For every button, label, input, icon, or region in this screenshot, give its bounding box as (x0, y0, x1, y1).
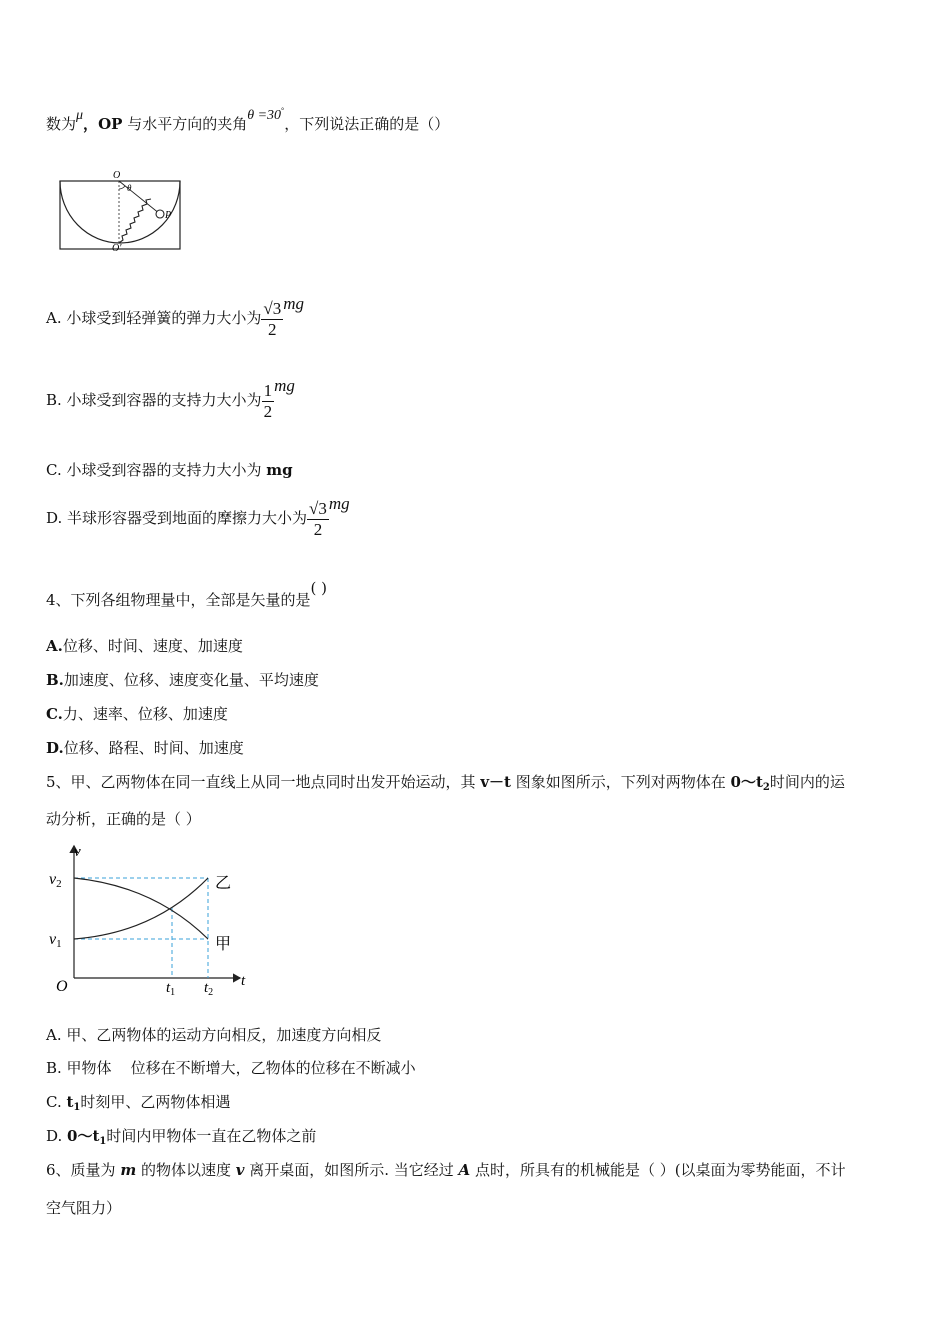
q4-option-d (46, 738, 244, 758)
q5-option-a-text: A. 甲、乙两物体的运动方向相反，加速度方向相反 (46, 1026, 382, 1044)
fraction-numerator: √3 (263, 298, 282, 318)
option-letter: B. (46, 671, 64, 689)
q6-stem-text: 6、质量为 (46, 1161, 121, 1179)
q3-option-c (46, 460, 293, 480)
t1-label (166, 980, 175, 998)
q6-stem-text-4: 点时，所具有的机械能是（ ）(以桌面为零势能面，不计 (470, 1161, 846, 1179)
fraction-1-over-2 (262, 381, 275, 422)
origin-label: O (56, 978, 68, 995)
jia-label: 甲 (215, 934, 232, 953)
mg-symbol: mg (328, 494, 350, 513)
fraction-denominator: 2 (263, 401, 273, 421)
q5-option-c-prefix: C. (46, 1093, 67, 1111)
velocity-symbol: v (235, 1161, 245, 1179)
q3-stem-text: 数为 (46, 115, 77, 133)
q5-option-d-text: 时间内甲物体一直在乙物体之前 (106, 1127, 317, 1145)
t1-symbol: t (166, 980, 171, 996)
q5-option-c-text: 时刻甲、乙两物体相遇 (80, 1093, 231, 1111)
q4-option-b (46, 670, 319, 690)
t2-symbol: t (204, 980, 209, 996)
time-range-sub: 1 (99, 1136, 107, 1147)
time-range-sub: 2 (762, 782, 770, 793)
time-range: 0～t (730, 773, 763, 791)
q5-stem-text-2: 图象如图所示，下列对两物体在 (510, 773, 731, 791)
q6-stem-line1 (46, 1160, 846, 1180)
fraction-numerator: 1 (263, 380, 273, 400)
q3-option-b-text: B. 小球受到容器的支持力大小为 (46, 391, 262, 409)
mg-symbol: mg (274, 376, 295, 395)
t1-symbol: t (66, 1093, 74, 1111)
v1-subscript: 1 (56, 938, 62, 950)
ball (156, 210, 164, 218)
label-o: O (113, 170, 121, 181)
t1-subscript: 1 (170, 987, 176, 998)
q5-option-a (46, 1025, 381, 1045)
q4-stem-text: 4、下列各组物理量中，全部是矢量的是 (46, 591, 311, 609)
q5-stem-text-4: 动分析，正确的是（ ） (46, 810, 201, 828)
v1-symbol: v (49, 931, 57, 948)
theta-value: θ =30 (247, 108, 282, 123)
q3-stem-line (46, 106, 450, 137)
label-theta: θ (127, 183, 132, 193)
t-axis-label: t (241, 973, 246, 989)
time-range: 0～t (67, 1127, 100, 1145)
q5-option-b (46, 1058, 416, 1078)
theta-arc (119, 186, 125, 189)
v-axis-label: v (74, 844, 81, 860)
v2-label (49, 871, 62, 890)
q6-stem-text-2: 的物体以速度 (136, 1161, 236, 1179)
t2-label (204, 980, 213, 998)
q3-option-b (46, 378, 295, 422)
q5-stem-text-3: 时间内的运 (769, 773, 845, 791)
theta-formula (247, 108, 284, 123)
option-text: 加速度、位移、速度变化量、平均速度 (63, 671, 319, 689)
v1-label (49, 931, 62, 950)
q5-stem-text: 5、甲、乙两物体在同一直线上从同一地点同时出发开始运动，其 (46, 773, 481, 791)
jia-curve (74, 878, 208, 939)
mass-symbol: m (120, 1161, 137, 1179)
q5-stem-line1 (46, 772, 845, 795)
q4-answer-paren: ( ) (310, 579, 328, 597)
vt-graph (44, 838, 254, 998)
q5-stem-line2 (46, 809, 201, 829)
op-label: OP (98, 115, 123, 133)
fraction-sqrt3-over-2 (307, 499, 329, 540)
vt-label: v－t (480, 773, 511, 791)
q3-option-d-text: D. 半球形容器受到地面的摩擦力大小为 (46, 509, 308, 527)
bowl-spring-figure (56, 166, 186, 254)
q4-option-c (46, 704, 228, 724)
fraction-denominator: 2 (268, 319, 277, 339)
q4-stem (46, 579, 328, 610)
mu-symbol: μ (76, 108, 84, 123)
q5-option-c (46, 1092, 230, 1115)
degree-mark: ° (281, 106, 285, 115)
q3-option-d (46, 496, 350, 540)
label-o-prime: O′ (112, 243, 122, 254)
option-text: 位移、时间、速度、加速度 (62, 637, 243, 655)
label-p: P (165, 210, 172, 221)
q3-option-c-text: C. 小球受到容器的支持力大小为 (46, 461, 267, 479)
q4-option-a (46, 636, 243, 656)
q6-stem-text-3: 离开桌面，如图所示. 当它经过 (244, 1161, 459, 1179)
op-line (119, 181, 160, 214)
q5-option-d (46, 1126, 316, 1149)
t2-subscript: 2 (208, 987, 214, 998)
option-letter: C. (46, 705, 63, 723)
q6-stem-line2 (46, 1198, 121, 1218)
yi-label: 乙 (215, 873, 232, 892)
fraction-denominator: 2 (313, 519, 323, 539)
mg-symbol: mg (283, 294, 304, 313)
q3-stem-end: ，下列说法正确的是（） (284, 115, 450, 133)
q3-stem-comma: ， (83, 115, 99, 133)
point-a-symbol: A (458, 1161, 471, 1179)
t1-subscript: 1 (73, 1102, 81, 1113)
q3-stem-angle-text: 与水平方向的夹角 (122, 115, 248, 133)
q5-option-b-text: B. 甲物体 位移在不断增大，乙物体的位移在不断减小 (46, 1059, 416, 1077)
fraction-sqrt3-over-2 (261, 299, 283, 340)
q5-option-d-prefix: D. (46, 1127, 68, 1145)
q6-stem-text-5: 空气阻力） (46, 1199, 122, 1217)
v2-symbol: v (49, 871, 57, 888)
q3-option-a-text: A. 小球受到轻弹簧的弹力大小为 (46, 309, 262, 327)
option-text: 力、速率、位移、加速度 (62, 705, 228, 723)
fraction-numerator: √3 (309, 498, 327, 518)
option-letter: D. (46, 739, 64, 757)
v2-subscript: 2 (56, 878, 62, 890)
option-letter: A. (46, 637, 63, 655)
mg-bold: mg (266, 461, 293, 479)
q3-option-a (46, 296, 304, 340)
option-text: 位移、路程、时间、加速度 (63, 739, 244, 757)
yi-curve (74, 878, 208, 939)
